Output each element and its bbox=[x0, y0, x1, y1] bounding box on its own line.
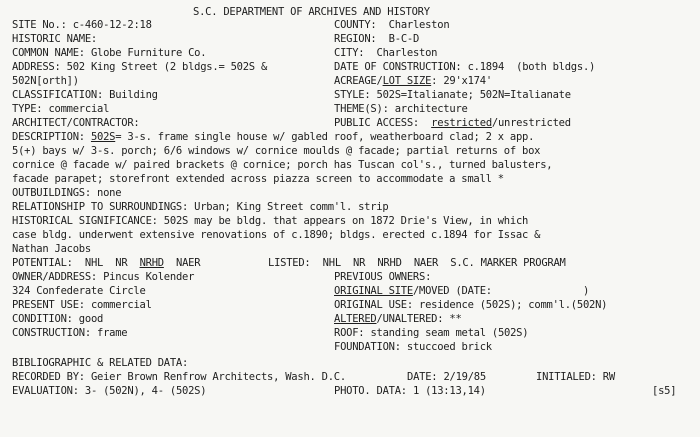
roof-field bbox=[334, 326, 528, 340]
common-name-value: Globe Furniture Co. bbox=[90, 47, 207, 59]
county-value: Charleston bbox=[388, 19, 450, 31]
historical-significance-field bbox=[12, 214, 528, 228]
owner-line-1: Pincus Kolender bbox=[103, 271, 195, 283]
evaluation-value: 3- (502N), 4- (502S) bbox=[84, 385, 207, 397]
classification-value: Building bbox=[109, 89, 158, 101]
address-field bbox=[12, 60, 267, 74]
altered-value: ** bbox=[449, 313, 462, 325]
foundation-value: stuccoed brick bbox=[406, 341, 492, 353]
potential-selected: NRHD bbox=[139, 257, 164, 269]
acreage-field: ACREAGE/LOT SIZE: 29'x174' bbox=[334, 75, 492, 87]
original-use-value: residence (502S); comm'l.(502N) bbox=[419, 299, 608, 311]
common-name-label: COMMON NAME: bbox=[12, 47, 85, 59]
public-access-label: PUBLIC ACCESS: bbox=[334, 117, 420, 129]
initialed-field bbox=[536, 370, 615, 384]
previous-owners-label: PREVIOUS OWNERS: bbox=[334, 271, 432, 283]
region-label: REGION: bbox=[334, 33, 377, 45]
historic-name-label: HISTORIC NAME: bbox=[12, 33, 98, 45]
county-field bbox=[334, 18, 449, 32]
address-label: ADDRESS: bbox=[12, 61, 61, 73]
original-use-label: ORIGINAL USE: bbox=[334, 299, 413, 311]
original-site-label: ORIGINAL SITE bbox=[334, 285, 413, 297]
moved-date-label: /MOVED (DATE: bbox=[412, 285, 492, 297]
address-line-2: 502N[orth]) bbox=[12, 75, 79, 87]
site-number-label: SITE No.: bbox=[12, 19, 67, 31]
region-value: B-C-D bbox=[388, 33, 420, 45]
present-use-field bbox=[12, 298, 152, 312]
acreage-value: 29'x174' bbox=[443, 75, 492, 87]
historical-significance-label: HISTORICAL SIGNIFICANCE: bbox=[12, 215, 158, 227]
region-field bbox=[334, 32, 419, 46]
themes-field bbox=[334, 102, 468, 116]
original-use-field bbox=[334, 298, 607, 312]
photo-data-value: 1 (13:13,14) bbox=[412, 385, 486, 397]
foundation-label: FOUNDATION: bbox=[334, 341, 401, 353]
type-value: commercial bbox=[48, 103, 110, 115]
owner-line-2: 324 Confederate Circle bbox=[12, 285, 146, 297]
potential-label: POTENTIAL: bbox=[12, 257, 73, 269]
altered-label: ALTERED bbox=[334, 313, 377, 325]
owner-label: OWNER/ADDRESS: bbox=[12, 271, 98, 283]
photo-data-field bbox=[334, 384, 486, 398]
present-use-value: commercial bbox=[90, 299, 152, 311]
initialed-label: INITIALED: bbox=[536, 371, 597, 383]
common-name-field bbox=[12, 46, 206, 60]
classification-field bbox=[12, 88, 158, 102]
foundation-field bbox=[334, 340, 492, 354]
outbuildings-field bbox=[12, 186, 121, 200]
style-value: 502S=Italianate; 502N=Italianate bbox=[376, 89, 571, 101]
type-label: TYPE: bbox=[12, 103, 43, 115]
condition-field bbox=[12, 312, 103, 326]
classification-label: CLASSIFICATION: bbox=[12, 89, 104, 101]
page-reference: [s5] bbox=[652, 385, 677, 397]
potential-field: POTENTIAL: NHL NR NRHD NAER bbox=[12, 257, 201, 269]
public-access-field bbox=[334, 116, 571, 130]
city-label: CITY: bbox=[334, 47, 365, 59]
city-field bbox=[334, 46, 437, 60]
type-field bbox=[12, 102, 109, 116]
themes-value: architecture bbox=[394, 103, 468, 115]
public-access-rest: /unrestricted bbox=[491, 117, 571, 129]
recorded-by-field bbox=[12, 370, 346, 384]
previous-owners-field bbox=[334, 270, 431, 284]
county-label: COUNTY: bbox=[334, 19, 377, 31]
outbuildings-label: OUTBUILDINGS: bbox=[12, 187, 91, 199]
site-number-field bbox=[12, 18, 152, 32]
relationship-label: RELATIONSHIP TO SURROUNDINGS: bbox=[12, 201, 189, 213]
date-field bbox=[407, 370, 486, 384]
card-title: S.C. DEPARTMENT OF ARCHIVES AND HISTORY bbox=[193, 6, 430, 18]
description-label: DESCRIPTION: bbox=[12, 131, 85, 143]
style-field bbox=[334, 88, 571, 102]
themes-label: THEME(S): bbox=[334, 103, 389, 115]
construction-date-label: DATE OF CONSTRUCTION: bbox=[334, 61, 462, 73]
historical-significance-line-1: 502S may be bldg. that appears on 1872 Drie's View, in which bbox=[163, 215, 529, 227]
construction-field bbox=[12, 326, 127, 340]
relationship-field bbox=[12, 200, 388, 214]
altered-field bbox=[334, 312, 462, 326]
listed-label: LISTED: bbox=[268, 257, 311, 269]
bibliographic-field bbox=[12, 356, 188, 370]
lot-size-label: LOT SIZE bbox=[382, 75, 432, 87]
historic-name-field bbox=[12, 32, 97, 46]
evaluation-label: EVALUATION: bbox=[12, 385, 79, 397]
evaluation-field bbox=[12, 384, 206, 398]
description-field bbox=[12, 130, 534, 144]
bibliographic-label: BIBLIOGRAPHIC & RELATED DATA: bbox=[12, 357, 189, 369]
construction-date-value: c.1894 (both bldgs.) bbox=[467, 61, 596, 73]
roof-label: ROOF: bbox=[334, 327, 365, 339]
historical-significance-line-2: case bldg. underwent extensive renovations of c.1890; bldgs. erected c.1894 for Issac & bbox=[12, 229, 541, 241]
roof-value: standing seam metal (502S) bbox=[370, 327, 529, 339]
outbuildings-value: none bbox=[97, 187, 122, 199]
present-use-label: PRESENT USE: bbox=[12, 299, 85, 311]
date-value: 2/19/85 bbox=[443, 371, 486, 383]
owner-field bbox=[12, 270, 194, 284]
condition-label: CONDITION: bbox=[12, 313, 73, 325]
condition-value: good bbox=[78, 313, 104, 325]
photo-data-label: PHOTO. DATA: bbox=[334, 385, 407, 397]
acreage-label: ACREAGE/ bbox=[334, 75, 383, 87]
description-line-4: facade parapet; storefront extended across piazza screen to accommodate a small * bbox=[12, 173, 504, 185]
architect-label: ARCHITECT/CONTRACTOR: bbox=[12, 117, 140, 129]
initialed-value: RW bbox=[602, 371, 615, 383]
site-number-value: c-460-12-2:18 bbox=[72, 19, 152, 31]
public-access-selected: restricted bbox=[431, 117, 492, 129]
construction-value: frame bbox=[97, 327, 128, 339]
description-line-1: = 3-s. frame single house w/ gabled roof, weatherboard clad; 2 x app. bbox=[115, 131, 535, 143]
city-value: Charleston bbox=[376, 47, 438, 59]
address-line-1: 502 King Street (2 bldgs.= 502S & bbox=[66, 61, 268, 73]
description-code: 502S bbox=[90, 131, 116, 143]
recorded-by-label: RECORDED BY: bbox=[12, 371, 85, 383]
original-site-field: ORIGINAL SITE/MOVED (DATE: ) bbox=[334, 285, 590, 297]
description-line-2: 5(+) bays w/ 3-s. porch; 6/6 windows w/ cornice moulds @ facade; partial returns of box bbox=[12, 145, 541, 157]
architect-field bbox=[12, 116, 140, 130]
style-label: STYLE: bbox=[334, 89, 371, 101]
historical-significance-line-3: Nathan Jacobs bbox=[12, 243, 91, 255]
construction-date-field bbox=[334, 60, 595, 74]
listed-field: LISTED: NHL NR NRHD NAER S.C. MARKER PROGRAM bbox=[268, 257, 566, 269]
unaltered-label: /UNALTERED: bbox=[376, 313, 444, 325]
description-line-3: cornice @ facade w/ paired brackets @ cornice; porch has Tuscan col's., turned balusters, bbox=[12, 159, 553, 171]
relationship-value: Urban; King Street comm'l. strip bbox=[194, 201, 389, 213]
date-label: DATE: bbox=[407, 371, 438, 383]
recorded-by-value: Geier Brown Renfrow Architects, Wash. D.C. bbox=[90, 371, 346, 383]
construction-label: CONSTRUCTION: bbox=[12, 327, 91, 339]
